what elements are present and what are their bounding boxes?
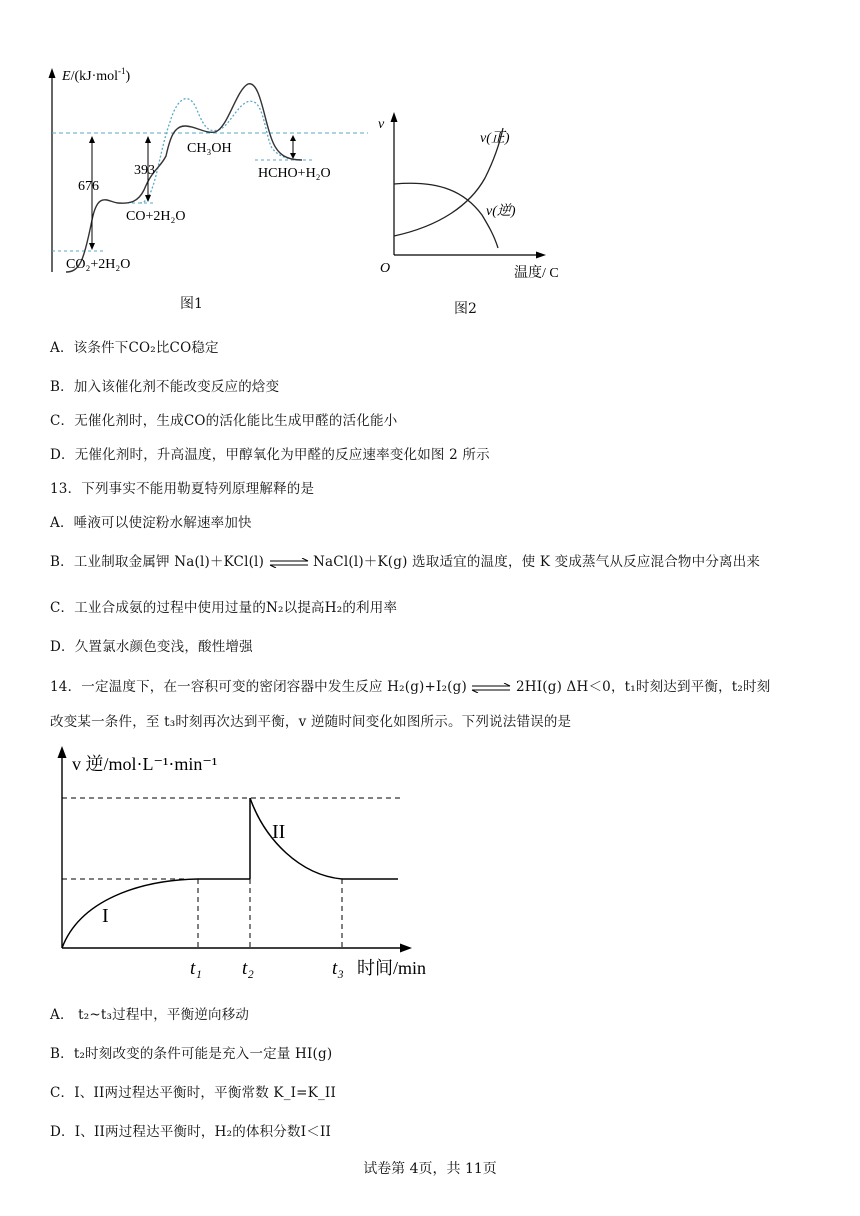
fig1-ylabel: E/(kJ·mol$^{-1}$) bbox=[62, 66, 131, 84]
fig3-ylabel: v 逆/mol·L⁻¹·min⁻¹ bbox=[72, 754, 218, 774]
q12-option-b: B．加入该催化剂不能改变反应的焓变 bbox=[50, 379, 280, 395]
q13-option-a: A．唾液可以使淀粉水解速率加快 bbox=[50, 515, 252, 531]
fig1-label-co: CO+2H₂O bbox=[126, 209, 186, 224]
q12-option-c: C．无催化剂时，生成CO的活化能比生成甲醛的活化能小 bbox=[50, 413, 398, 429]
energy-diagram-figure bbox=[40, 60, 370, 310]
fig1-label-ch3oh: CH₃OH bbox=[187, 141, 232, 156]
q12-option-d: D．无催化剂时，升高温度，甲醇氧化为甲醛的反应速率变化如图 2 所示 bbox=[50, 447, 490, 463]
fig3-tick-t1: t₁ bbox=[190, 958, 202, 979]
q14-option-b: B．t₂时刻改变的条件可能是充入一定量 HI(g) bbox=[50, 1046, 333, 1062]
q13-stem: 13．下列事实不能用勒夏特列原理解释的是 bbox=[50, 481, 315, 497]
q13-option-c: C．工业合成氨的过程中使用过量的N₂以提高H₂的利用率 bbox=[50, 600, 398, 616]
q14-stem-left: 14．一定温度下，在一容积可变的密闭容器中发生反应 H₂(g)+I₂(g) bbox=[50, 679, 467, 695]
q13-option-d: D．久置氯水颜色变浅，酸性增强 bbox=[50, 639, 253, 655]
fig2-origin: O bbox=[380, 261, 391, 276]
q14-stem-line2: 改变某一条件，至 t₃时刻再次达到平衡，v 逆随时间变化如图所示。下列说法错误的是 bbox=[50, 714, 572, 730]
fig3-tick-t2: t₂ bbox=[242, 958, 254, 979]
fig2-label-reverse: v(逆) bbox=[486, 204, 516, 219]
q13-option-b bbox=[50, 550, 760, 570]
q14-option-d: D．I、II两过程达平衡时，H₂的体积分数I＜II bbox=[50, 1124, 332, 1140]
fig1-label-hcho: HCHO+H₂O bbox=[258, 166, 331, 181]
q14-option-c: C．I、II两过程达平衡时，平衡常数 K_I=K_II bbox=[50, 1085, 336, 1101]
q13-option-b-left: B．工业制取金属钾 Na(l)＋KCl(l) bbox=[50, 554, 265, 570]
fig2-label-forward: v(正) bbox=[480, 131, 510, 146]
page-footer: 试卷第 4页，共 11页 bbox=[363, 1161, 497, 1177]
rate-time-figure bbox=[50, 740, 440, 985]
fig3-tick-t3: t₃ bbox=[332, 958, 344, 979]
equilibrium-arrow-icon bbox=[471, 683, 511, 693]
q12-option-a: A．该条件下CO₂比CO稳定 bbox=[50, 340, 219, 356]
fig1-value-676: 676 bbox=[78, 179, 99, 194]
q14-option-a: A． t₂~t₃过程中，平衡逆向移动 bbox=[50, 1007, 250, 1023]
q14-stem-right: 2HI(g) ΔH＜0，t₁时刻达到平衡，t₂时刻 bbox=[515, 679, 771, 695]
fig1-caption: 图1 bbox=[180, 296, 203, 312]
fig2-caption: 图2 bbox=[454, 301, 477, 317]
fig3-xlabel: 时间/min bbox=[357, 958, 427, 978]
fig1-value-393: 393 bbox=[134, 163, 155, 178]
fig2-ylabel: v bbox=[378, 117, 385, 132]
equilibrium-arrow-icon bbox=[269, 558, 309, 568]
rate-temperature-figure bbox=[370, 110, 580, 285]
q13-option-b-right: NaCl(l)＋K(g) 选取适宜的温度，使 K 变成蒸气从反应混合物中分离出来 bbox=[313, 554, 761, 570]
fig2-xlabel: 温度/ C bbox=[514, 266, 559, 281]
q14-stem-line1 bbox=[50, 675, 770, 695]
fig3-curve-i-label: I bbox=[102, 905, 109, 927]
fig3-curve-ii-label: II bbox=[272, 821, 286, 843]
fig1-label-co2: CO₂+2H₂O bbox=[66, 257, 131, 272]
